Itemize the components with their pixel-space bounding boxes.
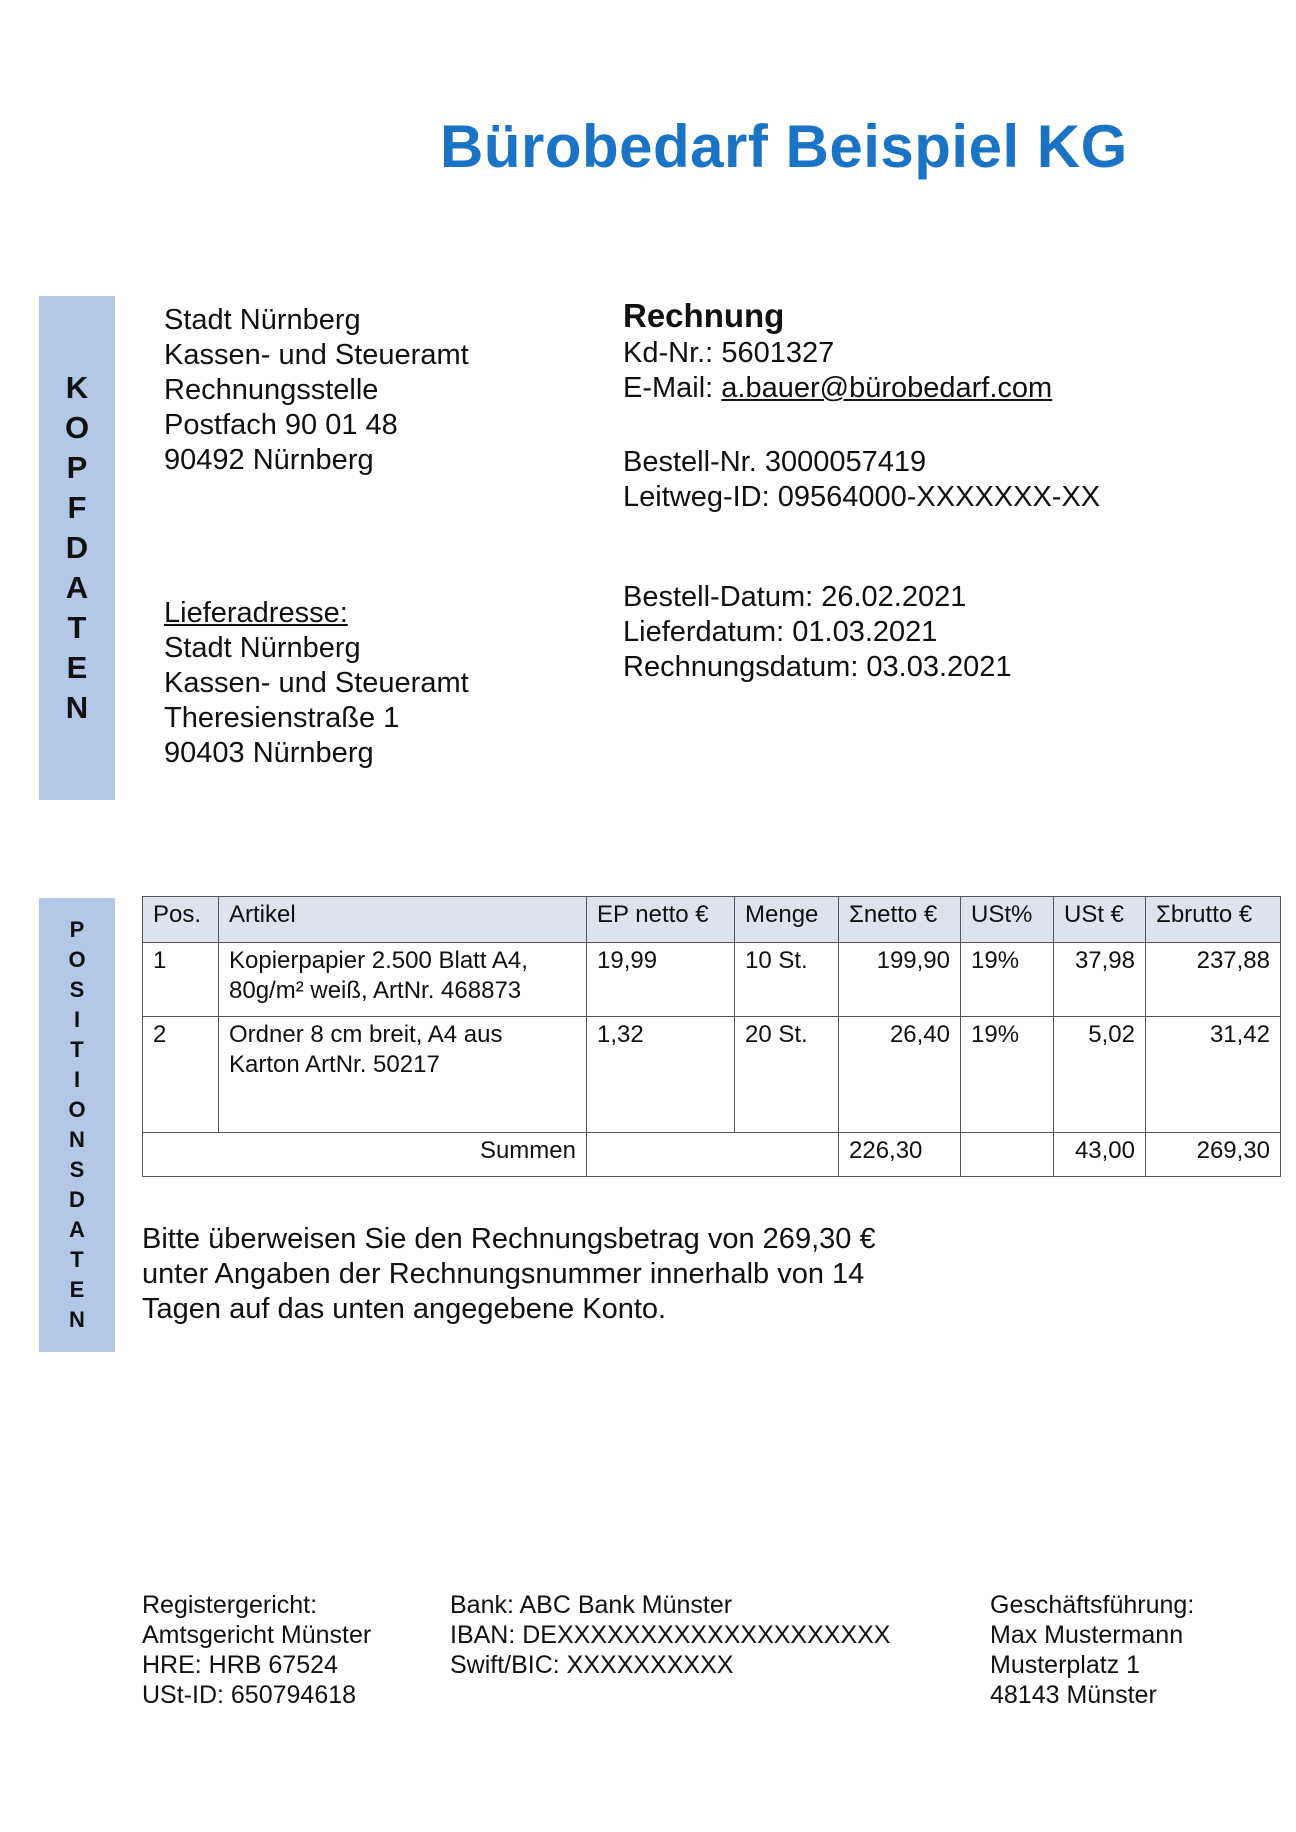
- header-article: Artikel: [219, 897, 587, 943]
- sidebar-letter: A: [65, 570, 89, 605]
- order-number: Bestell-Nr. 3000057419: [623, 446, 927, 478]
- customer-number: Kd-Nr.: 5601327: [623, 337, 835, 369]
- email-line: E-Mail: a.bauer@bürobedarf.com: [623, 372, 1053, 404]
- address-line: Rechnungsstelle: [164, 374, 379, 406]
- sum-empty: [587, 1133, 839, 1177]
- order-info: [623, 445, 1100, 515]
- cell-quantity: 20 St.: [735, 1017, 839, 1133]
- sidebar-letter: O: [64, 410, 90, 445]
- invoice-title: Rechnung: [623, 297, 785, 334]
- cell-vat-percent: 19%: [961, 1017, 1054, 1133]
- table-header-row: [143, 897, 1281, 943]
- cell-unit-price: 19,99: [587, 943, 735, 1017]
- cell-pos: 2: [143, 1017, 219, 1133]
- sidebar-letter: F: [67, 490, 87, 525]
- payment-line: Bitte überweisen Sie den Rechnungsbetrag von 269,30 €: [142, 1223, 876, 1255]
- sidebar-letter: P: [69, 917, 85, 942]
- cell-net-total: 199,90: [839, 943, 961, 1017]
- header-vat-amount: USt €: [1054, 897, 1146, 943]
- sidebar-positionsdaten: [39, 898, 115, 1352]
- address-line: Stadt Nürnberg: [164, 304, 361, 336]
- footer-bank: Bank: ABC Bank Münster IBAN: DEXXXXXXXXXXXXXXXXXXXX Swift/BIC: XXXXXXXXXX: [450, 1591, 891, 1679]
- sum-net: 226,30: [839, 1133, 961, 1177]
- sidebar-letter: T: [70, 1247, 84, 1272]
- email-link[interactable]: a.bauer@bürobedarf.com: [721, 372, 1053, 404]
- cell-article: Kopierpapier 2.500 Blatt A4, 80g/m² weiß, ArtNr. 468873: [219, 943, 587, 1017]
- sidebar-letter: S: [69, 977, 85, 1002]
- header-vat-percent: USt%: [961, 897, 1054, 943]
- recipient-address: [164, 303, 469, 478]
- delivery-date: Lieferdatum: 01.03.2021: [623, 616, 938, 648]
- sidebar-letter: P: [66, 450, 88, 485]
- footer-register: Registergericht: Amtsgericht Münster HRE: HRB 67524 USt-ID: 650794618: [142, 1591, 372, 1709]
- cell-vat-percent: 19%: [961, 943, 1054, 1017]
- sidebar-letter: T: [67, 610, 87, 645]
- company-name: Bürobedarf Beispiel KG: [440, 113, 1128, 180]
- address-line: Postfach 90 01 48: [164, 409, 398, 441]
- cell-vat-amount: 5,02: [1054, 1017, 1146, 1133]
- sidebar-letter: N: [69, 1307, 85, 1332]
- cell-quantity: 10 St.: [735, 943, 839, 1017]
- sum-empty: [961, 1133, 1054, 1177]
- order-date: Bestell-Datum: 26.02.2021: [623, 581, 967, 613]
- delivery-label: Lieferadresse:: [164, 597, 348, 629]
- line-items-table: [142, 896, 1281, 1177]
- header-gross-total: Σbrutto €: [1146, 897, 1281, 943]
- sidebar-letter: D: [69, 1187, 85, 1212]
- sidebar-letter: A: [69, 1217, 85, 1242]
- delivery-address: [164, 596, 469, 771]
- payment-instructions: [142, 1222, 876, 1327]
- table-row: [143, 943, 1281, 1017]
- sidebar-letter: S: [69, 1157, 85, 1182]
- payment-line: Tagen auf das unten angegebene Konto.: [142, 1293, 667, 1325]
- header-pos: Pos.: [143, 897, 219, 943]
- sidebar-letter: E: [69, 1277, 85, 1302]
- sum-label: Summen: [143, 1133, 587, 1177]
- table-row: [143, 1017, 1281, 1133]
- payment-line: unter Angaben der Rechnungsnummer innerhalb von 14: [142, 1258, 865, 1290]
- table-sum-row: [143, 1133, 1281, 1177]
- header-unit-price: EP netto €: [587, 897, 735, 943]
- sidebar-letter: K: [65, 370, 89, 405]
- sidebar-letter: I: [73, 1007, 81, 1032]
- cell-pos: 1: [143, 943, 219, 1017]
- address-line: Kassen- und Steueramt: [164, 667, 469, 699]
- sidebar-letter: E: [66, 650, 88, 685]
- cell-article: Ordner 8 cm breit, A4 aus Karton ArtNr. 50217: [219, 1017, 587, 1133]
- header-quantity: Menge: [735, 897, 839, 943]
- sidebar-letter: O: [68, 947, 86, 972]
- sidebar-letter: N: [69, 1127, 85, 1152]
- invoice-info: [623, 296, 1052, 406]
- address-line: Stadt Nürnberg: [164, 632, 361, 664]
- dates-info: [623, 580, 1012, 685]
- address-line: Kassen- und Steueramt: [164, 339, 469, 371]
- cell-vat-amount: 37,98: [1054, 943, 1146, 1017]
- cell-net-total: 26,40: [839, 1017, 961, 1133]
- address-line: 90492 Nürnberg: [164, 444, 374, 476]
- cell-gross-total: 237,88: [1146, 943, 1281, 1017]
- cell-gross-total: 31,42: [1146, 1017, 1281, 1133]
- footer-management: Geschäftsführung: Max Mustermann Musterplatz 1 48143 Münster: [990, 1591, 1195, 1709]
- sidebar-letter: N: [65, 690, 89, 725]
- sidebar-letter: I: [73, 1067, 81, 1092]
- sum-vat: 43,00: [1054, 1133, 1146, 1177]
- sidebar-kopfdaten: [39, 296, 115, 800]
- address-line: Theresienstraße 1: [164, 702, 400, 734]
- header-net-total: Σnetto €: [839, 897, 961, 943]
- sum-gross: 269,30: [1146, 1133, 1281, 1177]
- routing-id: Leitweg-ID: 09564000-XXXXXXX-XX: [623, 481, 1101, 513]
- sidebar-letter: D: [65, 530, 89, 565]
- sidebar-letter: O: [68, 1097, 86, 1122]
- cell-unit-price: 1,32: [587, 1017, 735, 1133]
- invoice-date: Rechnungsdatum: 03.03.2021: [623, 651, 1012, 683]
- sidebar-letter: T: [70, 1037, 84, 1062]
- address-line: 90403 Nürnberg: [164, 737, 374, 769]
